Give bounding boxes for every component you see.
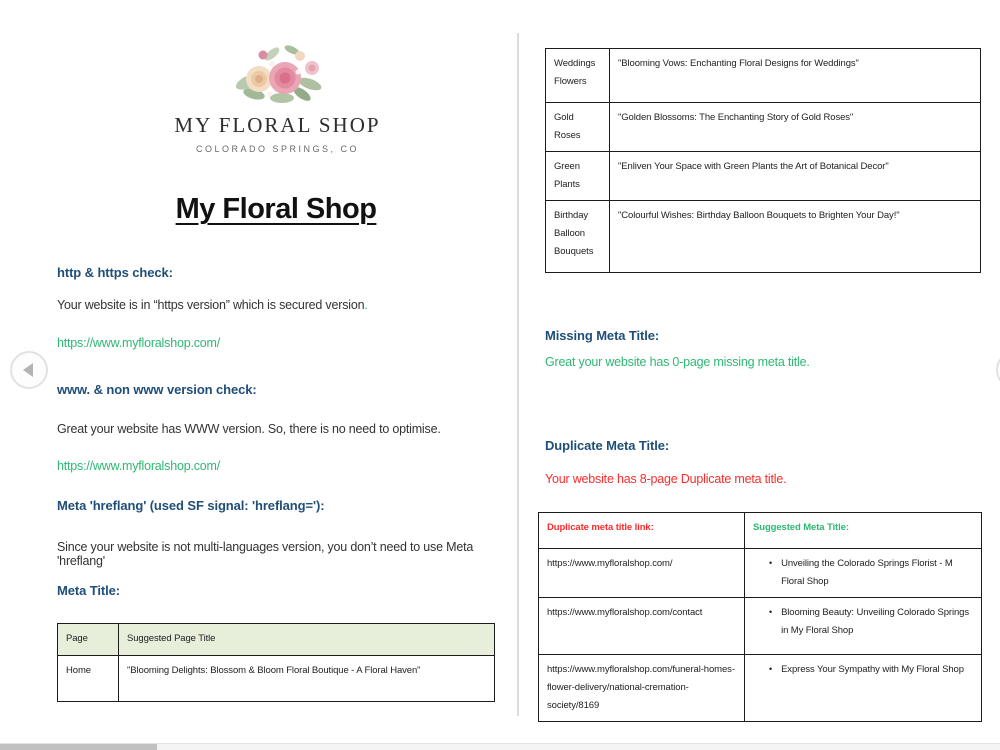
next-page-button[interactable] — [996, 351, 1000, 389]
section-heading-duplicate-meta-title: Duplicate Meta Title: — [545, 438, 670, 453]
website-url-link-2[interactable]: https://www.myfloralshop.com/ — [57, 459, 221, 473]
https-check-text: Your website is in “https version” which is secured version — [57, 298, 365, 312]
suggested-title-text: Express Your Sympathy with My Floral Shop — [781, 664, 964, 676]
suggested-title-text: Blooming Beauty: Unveiling Colorado Springs in My Floral Shop — [781, 607, 969, 637]
meta-title-cell-page: Weddings Flowers — [546, 49, 610, 103]
meta-title-cell-suggested: "Enliven Your Space with Green Plants the Art of Botanical Decor" — [610, 152, 981, 201]
suggested-title-text: Unveiling the Colorado Springs Florist - M Floral Shop — [781, 558, 953, 588]
table-row — [546, 103, 981, 152]
suggested-title-item — [753, 661, 973, 679]
duplicate-link-url[interactable]: https://www.myfloralshop.com/funeral-homes-flower-delivery/national-cremation-society/8169 — [539, 655, 745, 722]
shop-logo-image — [232, 42, 328, 110]
duplicate-link-url[interactable]: https://www.myfloralshop.com/contact — [539, 598, 745, 655]
table-row — [546, 201, 981, 273]
bullet-icon: • — [769, 558, 773, 568]
duplicate-meta-table — [538, 512, 982, 722]
section-heading-hreflang: Meta 'hreflang' (used SF signal: 'hreflang='): — [57, 498, 325, 513]
meta-title-cell-suggested: "Golden Blossoms: The Enchanting Story of Gold Roses" — [610, 103, 981, 152]
meta-title-table-header-page: Page — [58, 624, 119, 656]
meta-title-cell-page: Gold Roses — [546, 103, 610, 152]
bullet-icon: • — [769, 607, 773, 618]
shop-brand-name: MY FLORAL SHOP — [174, 113, 381, 137]
previous-page-button[interactable] — [10, 351, 48, 389]
website-url-link-1[interactable]: https://www.myfloralshop.com/ — [57, 336, 221, 350]
section-body-hreflang: Since your website is not multi-languages version, you don’t need to use Meta 'hreflang' — [57, 540, 474, 568]
meta-title-table-header-suggested: Suggested Page Title — [119, 624, 495, 656]
shop-brand-tagline: COLORADO SPRINGS, CO — [195, 144, 360, 154]
duplicate-meta-status: Your website has 8-page Duplicate meta title. — [545, 472, 787, 486]
table-row — [539, 598, 982, 655]
meta-title-cell-page: Green Plants — [546, 152, 610, 201]
section-heading-missing-meta-title: Missing Meta Title: — [545, 328, 660, 343]
meta-title-cell-suggested: "Blooming Vows: Enchanting Floral Designs for Weddings" — [610, 49, 981, 103]
duplicate-table-header-link: Duplicate meta title link: — [539, 513, 745, 549]
https-check-period: . — [364, 298, 368, 312]
duplicate-table-header-suggested: Suggested Meta Title: — [745, 513, 982, 549]
meta-title-cell-suggested: "Colourful Wishes: Birthday Balloon Bouquets to Brighten Your Day!" — [610, 201, 981, 273]
section-body-https-check — [57, 298, 487, 312]
section-heading-https-check: http & https check: — [57, 265, 173, 280]
meta-title-cell-page: Home — [58, 656, 119, 702]
suggested-title-item — [753, 555, 973, 591]
meta-title-table-continued — [545, 48, 981, 273]
duplicate-link-url[interactable]: https://www.myfloralshop.com/ — [539, 549, 745, 598]
meta-title-cell-page: Birthday Balloon Bouquets — [546, 201, 610, 273]
meta-title-cell-suggested: "Blooming Delights: Blossom & Bloom Floral Boutique - A Floral Haven" — [119, 656, 495, 702]
section-heading-meta-title: Meta Title: — [57, 583, 120, 598]
horizontal-scrollbar-thumb[interactable] — [0, 744, 157, 750]
table-row — [546, 152, 981, 201]
table-row — [546, 49, 981, 103]
table-row — [539, 549, 982, 598]
table-row — [539, 655, 982, 722]
horizontal-scrollbar[interactable] — [0, 743, 1000, 750]
page-title: My Floral Shop — [175, 193, 377, 225]
suggested-title-item — [753, 604, 973, 640]
table-row — [58, 656, 495, 702]
missing-meta-status: Great your website has 0-page missing meta title. — [545, 355, 810, 369]
section-body-www-check: Great your website has WWW version. So, there is no need to optimise. — [57, 422, 441, 436]
chevron-left-icon — [23, 363, 33, 377]
bullet-icon: • — [769, 664, 773, 675]
meta-title-table — [57, 623, 495, 702]
section-heading-www-check: www. & non www version check: — [57, 382, 257, 397]
page-divider — [517, 33, 519, 716]
